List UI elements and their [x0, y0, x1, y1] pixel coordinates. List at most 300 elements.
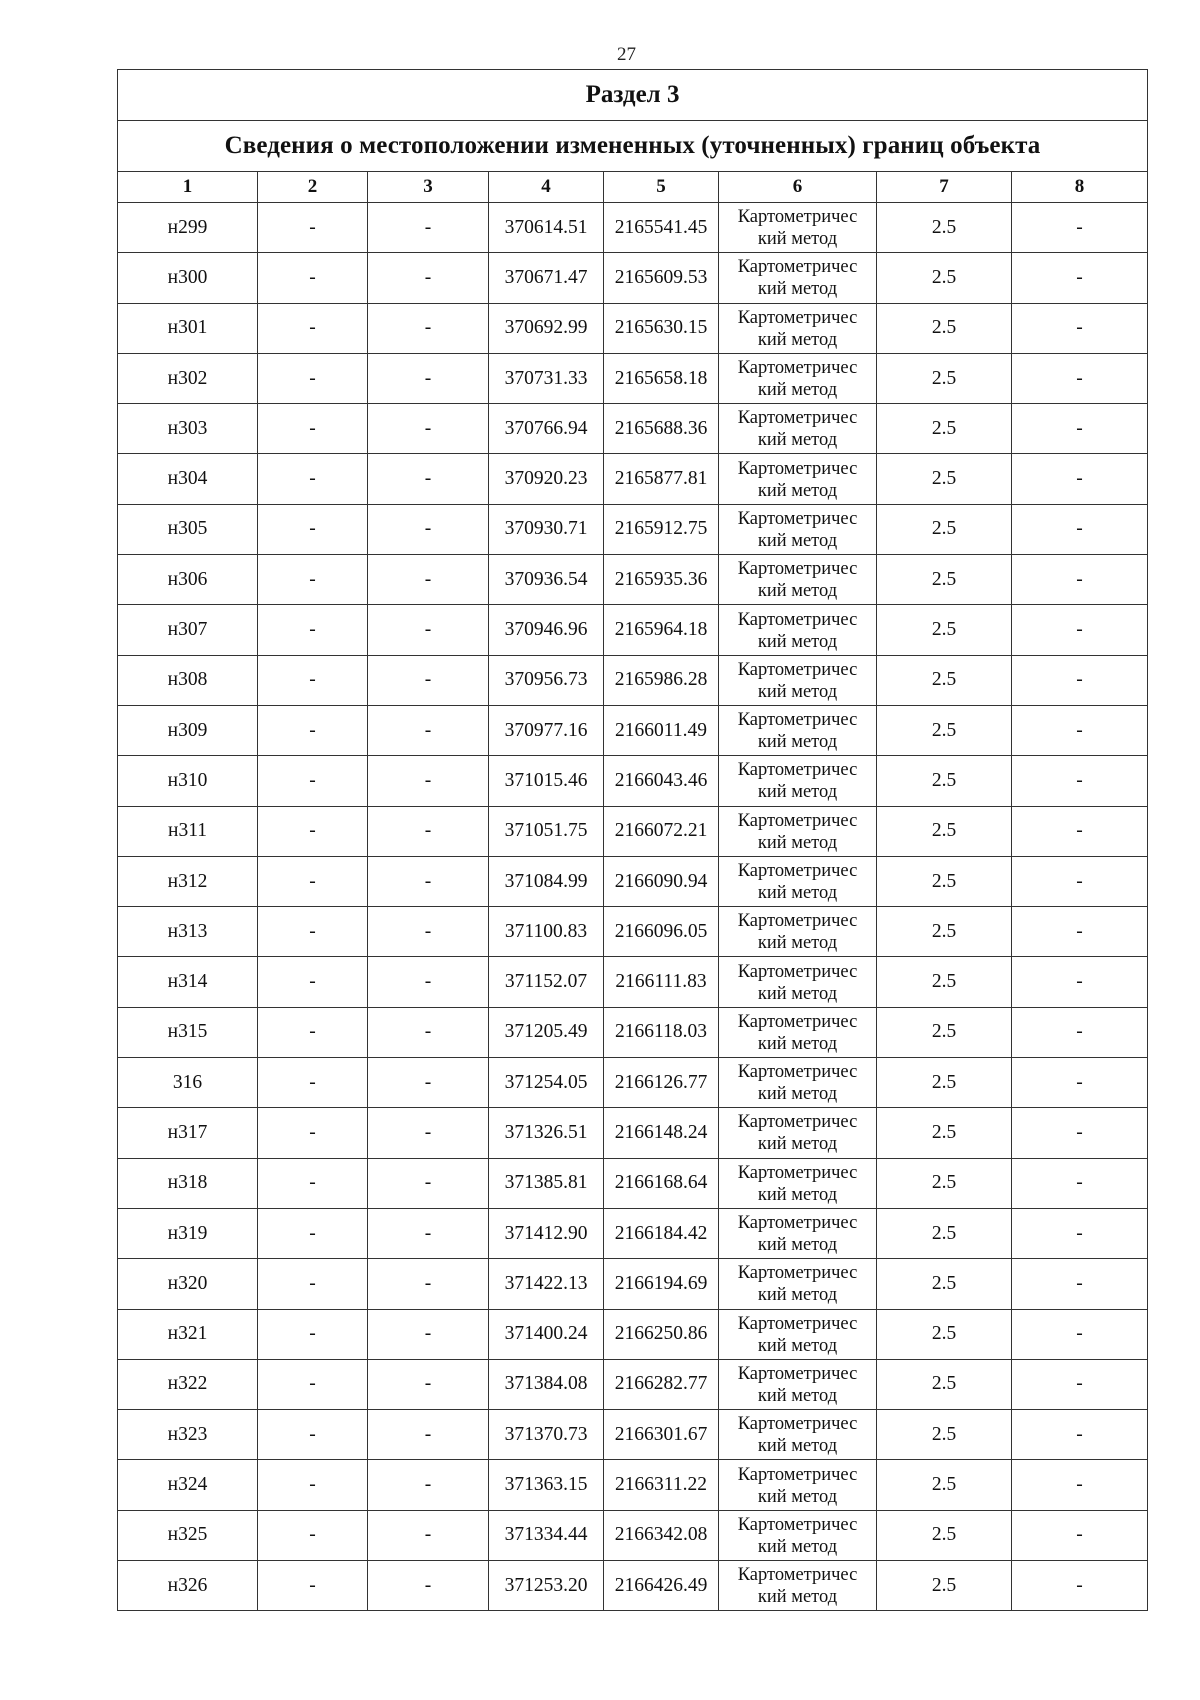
column-3-cell: -	[368, 555, 489, 605]
column-8-cell: -	[1012, 1007, 1148, 1057]
method-cell	[719, 1510, 877, 1560]
column-number: 2	[258, 172, 368, 203]
column-3-cell: -	[368, 605, 489, 655]
point-id-cell: 316	[118, 1058, 258, 1108]
method-line-1: Картометричес	[737, 961, 858, 982]
boundary-coordinates-sheet	[117, 69, 1147, 1611]
accuracy-cell: 2.5	[877, 1359, 1012, 1409]
accuracy-cell: 2.5	[877, 655, 1012, 705]
column-3-cell: -	[368, 404, 489, 454]
column-number: 3	[368, 172, 489, 203]
x-coordinate-cell: 370766.94	[489, 404, 604, 454]
point-id-cell: н302	[118, 353, 258, 403]
column-2-cell: -	[258, 907, 368, 957]
method-line-1: Картометричес	[737, 810, 858, 831]
point-id-cell: н309	[118, 705, 258, 755]
method-line-2: кий метод	[757, 1385, 838, 1406]
method-line-1: Картометричес	[737, 1112, 858, 1133]
method-line-1: Картометричес	[737, 1514, 858, 1535]
method-line-2: кий метод	[757, 732, 838, 753]
column-8-cell: -	[1012, 1410, 1148, 1460]
column-2-cell: -	[258, 856, 368, 906]
column-8-cell: -	[1012, 454, 1148, 504]
x-coordinate-cell: 371334.44	[489, 1510, 604, 1560]
column-3-cell: -	[368, 253, 489, 303]
method-line-1: Картометричес	[737, 911, 858, 932]
table-row	[118, 1410, 1148, 1460]
column-3-cell: -	[368, 655, 489, 705]
method-line-2: кий метод	[757, 1587, 838, 1608]
point-id-cell: н315	[118, 1007, 258, 1057]
y-coordinate-cell: 2165912.75	[604, 504, 719, 554]
y-coordinate-cell: 2165688.36	[604, 404, 719, 454]
method-line-1: Картометричес	[737, 710, 858, 731]
column-8-cell: -	[1012, 504, 1148, 554]
accuracy-cell: 2.5	[877, 253, 1012, 303]
table-row	[118, 806, 1148, 856]
point-id-cell: н305	[118, 504, 258, 554]
column-3-cell: -	[368, 1158, 489, 1208]
column-8-cell: -	[1012, 203, 1148, 253]
method-cell	[719, 1007, 877, 1057]
x-coordinate-cell: 371152.07	[489, 957, 604, 1007]
accuracy-cell: 2.5	[877, 1561, 1012, 1611]
method-line-2: кий метод	[757, 1335, 838, 1356]
method-line-1: Картометричес	[737, 659, 858, 680]
method-cell	[719, 605, 877, 655]
column-8-cell: -	[1012, 1158, 1148, 1208]
method-line-2: кий метод	[757, 983, 838, 1004]
column-3-cell: -	[368, 957, 489, 1007]
column-8-cell: -	[1012, 907, 1148, 957]
boundary-coordinates-table	[117, 69, 1148, 1611]
x-coordinate-cell: 371100.83	[489, 907, 604, 957]
column-8-cell: -	[1012, 1259, 1148, 1309]
y-coordinate-cell: 2166148.24	[604, 1108, 719, 1158]
section-subtitle: Сведения о местоположении измененных (уточненных) границ объекта	[118, 121, 1148, 172]
column-3-cell: -	[368, 907, 489, 957]
point-id-cell: н319	[118, 1208, 258, 1258]
column-2-cell: -	[258, 253, 368, 303]
accuracy-cell: 2.5	[877, 404, 1012, 454]
point-id-cell: н314	[118, 957, 258, 1007]
accuracy-cell: 2.5	[877, 1309, 1012, 1359]
table-row	[118, 856, 1148, 906]
point-id-cell: н299	[118, 203, 258, 253]
y-coordinate-cell: 2166250.86	[604, 1309, 719, 1359]
point-id-cell: н320	[118, 1259, 258, 1309]
method-cell	[719, 203, 877, 253]
x-coordinate-cell: 371412.90	[489, 1208, 604, 1258]
point-id-cell: н301	[118, 303, 258, 353]
column-8-cell: -	[1012, 756, 1148, 806]
method-cell	[719, 705, 877, 755]
method-cell	[719, 404, 877, 454]
section-title: Раздел 3	[118, 70, 1148, 121]
point-id-cell: н311	[118, 806, 258, 856]
method-line-2: кий метод	[757, 480, 838, 501]
table-row	[118, 454, 1148, 504]
method-line-2: кий метод	[757, 883, 838, 903]
table-row	[118, 303, 1148, 353]
column-2-cell: -	[258, 756, 368, 806]
column-number: 5	[604, 172, 719, 203]
column-8-cell: -	[1012, 957, 1148, 1007]
table-row	[118, 1309, 1148, 1359]
x-coordinate-cell: 371084.99	[489, 856, 604, 906]
method-cell	[719, 756, 877, 806]
table-row	[118, 1460, 1148, 1510]
table-row	[118, 1058, 1148, 1108]
column-3-cell: -	[368, 1510, 489, 1560]
column-2-cell: -	[258, 1158, 368, 1208]
method-cell	[719, 555, 877, 605]
method-cell	[719, 1208, 877, 1258]
table-row	[118, 605, 1148, 655]
method-line-1: Картометричес	[737, 1263, 858, 1284]
column-2-cell: -	[258, 1259, 368, 1309]
column-2-cell: -	[258, 555, 368, 605]
y-coordinate-cell: 2166168.64	[604, 1158, 719, 1208]
y-coordinate-cell: 2165541.45	[604, 203, 719, 253]
column-number-row	[118, 172, 1148, 203]
column-2-cell: -	[258, 303, 368, 353]
method-line-2: кий метод	[757, 329, 838, 350]
method-line-1: Картометричес	[737, 609, 858, 630]
accuracy-cell: 2.5	[877, 1410, 1012, 1460]
column-8-cell: -	[1012, 1058, 1148, 1108]
method-cell	[719, 1259, 877, 1309]
y-coordinate-cell: 2166426.49	[604, 1561, 719, 1611]
method-line-1: Картометричес	[737, 307, 858, 328]
accuracy-cell: 2.5	[877, 504, 1012, 554]
column-3-cell: -	[368, 1058, 489, 1108]
method-line-2: кий метод	[757, 782, 838, 803]
x-coordinate-cell: 370956.73	[489, 655, 604, 705]
point-id-cell: н317	[118, 1108, 258, 1158]
column-8-cell: -	[1012, 705, 1148, 755]
y-coordinate-cell: 2166118.03	[604, 1007, 719, 1057]
point-id-cell: н325	[118, 1510, 258, 1560]
x-coordinate-cell: 370692.99	[489, 303, 604, 353]
method-line-2: кий метод	[757, 380, 838, 401]
x-coordinate-cell: 371015.46	[489, 756, 604, 806]
method-line-1: Картометричес	[737, 1162, 858, 1183]
method-line-2: кий метод	[757, 1184, 838, 1205]
column-8-cell: -	[1012, 353, 1148, 403]
accuracy-cell: 2.5	[877, 1208, 1012, 1258]
column-3-cell: -	[368, 806, 489, 856]
column-2-cell: -	[258, 1561, 368, 1611]
method-cell	[719, 907, 877, 957]
y-coordinate-cell: 2166311.22	[604, 1460, 719, 1510]
accuracy-cell: 2.5	[877, 1108, 1012, 1158]
column-8-cell: -	[1012, 1460, 1148, 1510]
y-coordinate-cell: 2166194.69	[604, 1259, 719, 1309]
point-id-cell: н324	[118, 1460, 258, 1510]
method-line-2: кий метод	[757, 1285, 838, 1306]
column-2-cell: -	[258, 1359, 368, 1409]
point-id-cell: н300	[118, 253, 258, 303]
x-coordinate-cell: 371422.13	[489, 1259, 604, 1309]
x-coordinate-cell: 370930.71	[489, 504, 604, 554]
x-coordinate-cell: 370731.33	[489, 353, 604, 403]
table-row	[118, 555, 1148, 605]
method-line-1: Картометричес	[737, 1414, 858, 1435]
method-line-2: кий метод	[757, 581, 838, 602]
accuracy-cell: 2.5	[877, 1259, 1012, 1309]
method-cell	[719, 454, 877, 504]
point-id-cell: н323	[118, 1410, 258, 1460]
method-cell	[719, 1359, 877, 1409]
method-line-1: Картометричес	[737, 559, 858, 580]
column-2-cell: -	[258, 203, 368, 253]
x-coordinate-cell: 371384.08	[489, 1359, 604, 1409]
accuracy-cell: 2.5	[877, 203, 1012, 253]
y-coordinate-cell: 2166072.21	[604, 806, 719, 856]
method-line-1: Картометричес	[737, 508, 858, 529]
method-line-1: Картометричес	[737, 1363, 858, 1384]
x-coordinate-cell: 370977.16	[489, 705, 604, 755]
accuracy-cell: 2.5	[877, 856, 1012, 906]
point-id-cell: н326	[118, 1561, 258, 1611]
section-subtitle-row	[118, 121, 1148, 172]
table-row	[118, 907, 1148, 957]
table-row	[118, 1561, 1148, 1611]
table-row	[118, 1158, 1148, 1208]
column-2-cell: -	[258, 1309, 368, 1359]
method-line-2: кий метод	[757, 279, 838, 300]
point-id-cell: н318	[118, 1158, 258, 1208]
accuracy-cell: 2.5	[877, 756, 1012, 806]
method-cell	[719, 1108, 877, 1158]
column-number: 1	[118, 172, 258, 203]
y-coordinate-cell: 2165964.18	[604, 605, 719, 655]
column-number: 7	[877, 172, 1012, 203]
y-coordinate-cell: 2165877.81	[604, 454, 719, 504]
column-8-cell: -	[1012, 605, 1148, 655]
method-line-2: кий метод	[757, 430, 838, 451]
method-cell	[719, 303, 877, 353]
table-row	[118, 353, 1148, 403]
x-coordinate-cell: 370936.54	[489, 555, 604, 605]
y-coordinate-cell: 2165658.18	[604, 353, 719, 403]
x-coordinate-cell: 371254.05	[489, 1058, 604, 1108]
column-2-cell: -	[258, 806, 368, 856]
method-cell	[719, 1460, 877, 1510]
column-2-cell: -	[258, 655, 368, 705]
accuracy-cell: 2.5	[877, 1460, 1012, 1510]
method-cell	[719, 253, 877, 303]
column-3-cell: -	[368, 203, 489, 253]
y-coordinate-cell: 2166011.49	[604, 705, 719, 755]
column-number: 8	[1012, 172, 1148, 203]
accuracy-cell: 2.5	[877, 353, 1012, 403]
accuracy-cell: 2.5	[877, 605, 1012, 655]
column-8-cell: -	[1012, 303, 1148, 353]
method-line-2: кий метод	[757, 631, 838, 652]
column-3-cell: -	[368, 1460, 489, 1510]
column-8-cell: -	[1012, 555, 1148, 605]
method-line-2: кий метод	[757, 1235, 838, 1256]
y-coordinate-cell: 2166184.42	[604, 1208, 719, 1258]
column-number: 6	[719, 172, 877, 203]
x-coordinate-cell: 370946.96	[489, 605, 604, 655]
column-3-cell: -	[368, 1561, 489, 1611]
x-coordinate-cell: 371205.49	[489, 1007, 604, 1057]
column-2-cell: -	[258, 1208, 368, 1258]
column-3-cell: -	[368, 504, 489, 554]
column-2-cell: -	[258, 1460, 368, 1510]
table-row	[118, 1007, 1148, 1057]
accuracy-cell: 2.5	[877, 303, 1012, 353]
method-cell	[719, 957, 877, 1007]
column-3-cell: -	[368, 1359, 489, 1409]
column-8-cell: -	[1012, 655, 1148, 705]
point-id-cell: н312	[118, 856, 258, 906]
point-id-cell: н322	[118, 1359, 258, 1409]
y-coordinate-cell: 2165630.15	[604, 303, 719, 353]
method-line-2: кий метод	[757, 933, 838, 954]
column-8-cell: -	[1012, 1309, 1148, 1359]
column-3-cell: -	[368, 353, 489, 403]
x-coordinate-cell: 371253.20	[489, 1561, 604, 1611]
column-3-cell: -	[368, 756, 489, 806]
x-coordinate-cell: 371363.15	[489, 1460, 604, 1510]
column-2-cell: -	[258, 404, 368, 454]
table-row	[118, 1359, 1148, 1409]
y-coordinate-cell: 2166096.05	[604, 907, 719, 957]
method-cell	[719, 1561, 877, 1611]
point-id-cell: н321	[118, 1309, 258, 1359]
method-line-2: кий метод	[757, 229, 838, 250]
method-line-1: Картометричес	[737, 760, 858, 781]
column-3-cell: -	[368, 1208, 489, 1258]
x-coordinate-cell: 370671.47	[489, 253, 604, 303]
method-line-1: Картометричес	[737, 1313, 858, 1334]
column-2-cell: -	[258, 1410, 368, 1460]
point-id-cell: н310	[118, 756, 258, 806]
method-line-1: Картометричес	[737, 458, 858, 479]
table-row	[118, 404, 1148, 454]
column-2-cell: -	[258, 1058, 368, 1108]
table-row	[118, 1259, 1148, 1309]
y-coordinate-cell: 2165609.53	[604, 253, 719, 303]
x-coordinate-cell: 371051.75	[489, 806, 604, 856]
column-3-cell: -	[368, 856, 489, 906]
column-3-cell: -	[368, 454, 489, 504]
y-coordinate-cell: 2166282.77	[604, 1359, 719, 1409]
y-coordinate-cell: 2166090.94	[604, 856, 719, 906]
method-line-2: кий метод	[757, 1134, 838, 1155]
table-row	[118, 756, 1148, 806]
method-cell	[719, 1058, 877, 1108]
method-line-2: кий метод	[757, 530, 838, 551]
column-number: 4	[489, 172, 604, 203]
x-coordinate-cell: 370920.23	[489, 454, 604, 504]
column-8-cell: -	[1012, 806, 1148, 856]
column-2-cell: -	[258, 454, 368, 504]
x-coordinate-cell: 371400.24	[489, 1309, 604, 1359]
column-2-cell: -	[258, 1007, 368, 1057]
method-line-2: кий метод	[757, 1436, 838, 1457]
column-8-cell: -	[1012, 1108, 1148, 1158]
x-coordinate-cell: 371385.81	[489, 1158, 604, 1208]
column-8-cell: -	[1012, 1208, 1148, 1258]
column-8-cell: -	[1012, 253, 1148, 303]
column-3-cell: -	[368, 1108, 489, 1158]
table-row	[118, 253, 1148, 303]
method-line-1: Картометричес	[737, 1062, 858, 1083]
accuracy-cell: 2.5	[877, 1158, 1012, 1208]
column-8-cell: -	[1012, 1359, 1148, 1409]
method-line-1: Картометричес	[737, 257, 858, 278]
column-8-cell: -	[1012, 1561, 1148, 1611]
column-2-cell: -	[258, 605, 368, 655]
column-2-cell: -	[258, 1108, 368, 1158]
column-8-cell: -	[1012, 1510, 1148, 1560]
method-cell	[719, 1309, 877, 1359]
table-row	[118, 655, 1148, 705]
y-coordinate-cell: 2165986.28	[604, 655, 719, 705]
method-cell	[719, 1158, 877, 1208]
method-line-1: Картометричес	[737, 207, 858, 228]
method-line-1: Картометричес	[737, 1213, 858, 1234]
method-line-1: Картометричес	[737, 358, 858, 379]
table-row	[118, 957, 1148, 1007]
point-id-cell: н306	[118, 555, 258, 605]
accuracy-cell: 2.5	[877, 454, 1012, 504]
column-8-cell: -	[1012, 856, 1148, 906]
method-line-1: Картометричес	[737, 1011, 858, 1032]
method-line-1: Картометричес	[737, 1464, 858, 1485]
table-row	[118, 1108, 1148, 1158]
y-coordinate-cell: 2166301.67	[604, 1410, 719, 1460]
table-row	[118, 1510, 1148, 1560]
accuracy-cell: 2.5	[877, 705, 1012, 755]
accuracy-cell: 2.5	[877, 806, 1012, 856]
column-3-cell: -	[368, 1410, 489, 1460]
column-2-cell: -	[258, 957, 368, 1007]
method-line-2: кий метод	[757, 1536, 838, 1557]
method-cell	[719, 655, 877, 705]
accuracy-cell: 2.5	[877, 1058, 1012, 1108]
y-coordinate-cell: 2165935.36	[604, 555, 719, 605]
page-number: 27	[617, 44, 636, 65]
method-line-2: кий метод	[757, 1486, 838, 1507]
accuracy-cell: 2.5	[877, 907, 1012, 957]
method-cell	[719, 1410, 877, 1460]
method-cell	[719, 856, 877, 906]
method-line-1: Картометричес	[737, 1565, 858, 1586]
table-row	[118, 203, 1148, 253]
method-cell	[719, 504, 877, 554]
section-title-row	[118, 70, 1148, 121]
y-coordinate-cell: 2166342.08	[604, 1510, 719, 1560]
column-3-cell: -	[368, 1309, 489, 1359]
method-line-1: Картометричес	[737, 408, 858, 429]
y-coordinate-cell: 2166111.83	[604, 957, 719, 1007]
accuracy-cell: 2.5	[877, 1007, 1012, 1057]
table-row	[118, 504, 1148, 554]
point-id-cell: н308	[118, 655, 258, 705]
column-3-cell: -	[368, 705, 489, 755]
method-cell	[719, 806, 877, 856]
column-3-cell: -	[368, 1007, 489, 1057]
column-8-cell: -	[1012, 404, 1148, 454]
point-id-cell: н303	[118, 404, 258, 454]
method-line-2: кий метод	[757, 681, 838, 702]
